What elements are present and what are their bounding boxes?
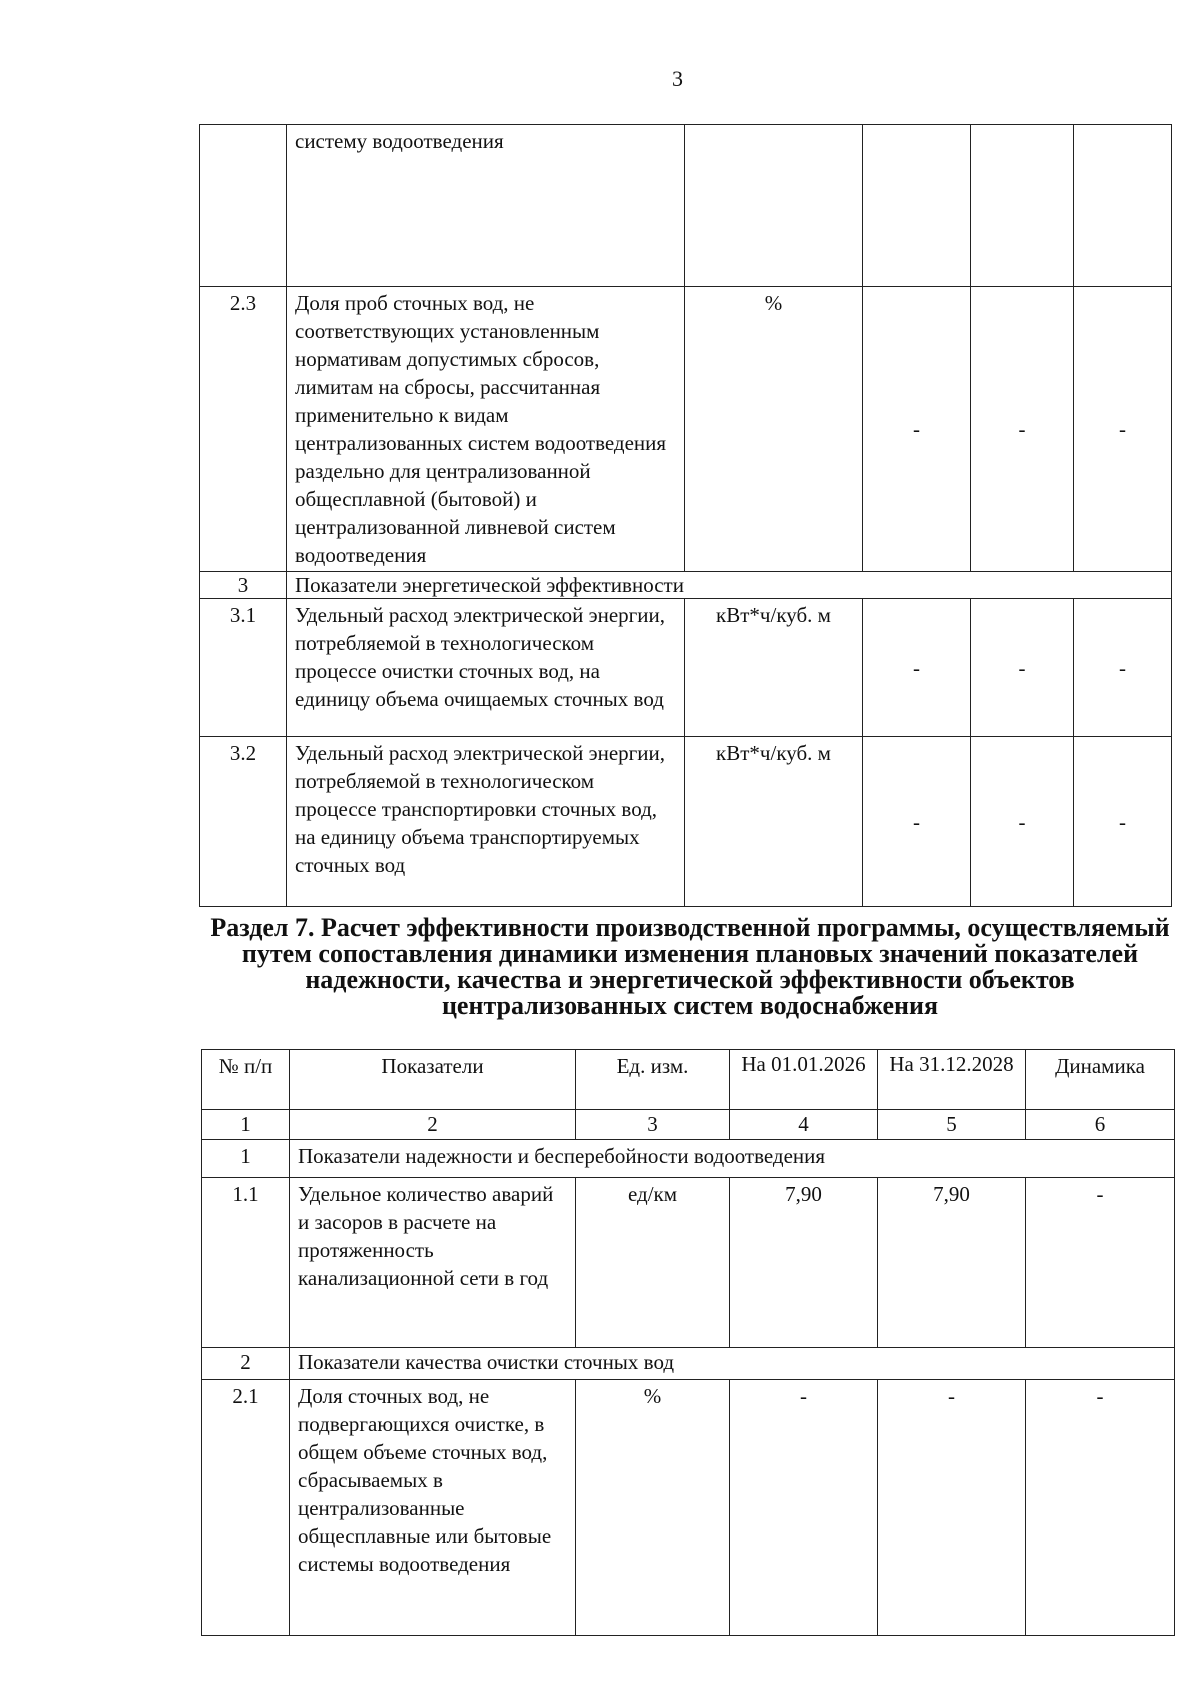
column-number: 4 [730, 1110, 878, 1140]
dynamics: - [1026, 1380, 1175, 1636]
value-2026: - [730, 1380, 878, 1636]
row-number: 1 [202, 1140, 290, 1178]
row-number: 3.1 [200, 599, 287, 737]
column-numbers-row [202, 1110, 1175, 1140]
header-cell: Динамика [1026, 1050, 1175, 1110]
table-row [200, 125, 1172, 287]
group-row [200, 572, 1172, 599]
value-cell: - [971, 737, 1074, 907]
group-title: Показатели качества очистки сточных вод [290, 1348, 1175, 1380]
value-2028: 7,90 [878, 1178, 1026, 1348]
table-row [202, 1178, 1175, 1348]
table-row [200, 737, 1172, 907]
header-cell: Ед. изм. [576, 1050, 730, 1110]
unit: кВт*ч/куб. м [685, 599, 863, 737]
header-row [202, 1050, 1175, 1110]
value-cell: - [971, 287, 1074, 572]
column-number: 1 [202, 1110, 290, 1140]
dynamics: - [1026, 1178, 1175, 1348]
table-row [202, 1380, 1175, 1636]
row-number: 2 [202, 1348, 290, 1380]
section-title: Раздел 7. Расчет эффективности производственной программы, осуществляемый путем сопоставления динамики изменения плановых значений показателей надежности, качества и энергетической эффективности объектов централизованных систем водоснабжения [210, 913, 1170, 1020]
group-row [202, 1140, 1175, 1178]
indicator-name: Доля сточных вод, не подвергающихся очистке, в общем объеме сточных вод, сбрасываемых в централизованные общесплавные или бытовые системы водоотведения [290, 1380, 576, 1636]
efficiency-table [201, 1049, 1175, 1636]
indicators-table-continued [199, 124, 1172, 907]
indicator-name: Удельный расход электрической энергии, потребляемой в технологическом процессе транспортировки сточных вод, на единицу объема транспортируемых сточных вод [287, 737, 685, 907]
table-row [200, 287, 1172, 572]
group-title: Показатели надежности и бесперебойности водоотведения [290, 1140, 1175, 1178]
header-cell: № п/п [202, 1050, 290, 1110]
row-number [200, 125, 287, 287]
column-number: 3 [576, 1110, 730, 1140]
row-number: 3.2 [200, 737, 287, 907]
value-cell: - [863, 287, 971, 572]
unit [685, 125, 863, 287]
header-cell: Показатели [290, 1050, 576, 1110]
indicator-name: систему водоотведения [287, 125, 685, 287]
row-number: 2.3 [200, 287, 287, 572]
indicator-name: Доля проб сточных вод, не соответствующих установленным нормативам допустимых сбросов, лимитам на сбросы, рассчитанная применительно к видам централизованных систем водоотведения раздельно для централизованной общесплавной (бытовой) и централизованной ливневой систем водоотведения [287, 287, 685, 572]
header-cell: На 31.12.2028 [878, 1050, 1026, 1110]
column-number: 2 [290, 1110, 576, 1140]
value-2026: 7,90 [730, 1178, 878, 1348]
group-row [202, 1348, 1175, 1380]
unit: ед/км [576, 1178, 730, 1348]
unit: % [576, 1380, 730, 1636]
column-number: 6 [1026, 1110, 1175, 1140]
value-cell: - [863, 599, 971, 737]
group-title: Показатели энергетической эффективности [287, 572, 1172, 599]
value-cell: - [1074, 737, 1172, 907]
header-cell: На 01.01.2026 [730, 1050, 878, 1110]
unit: % [685, 287, 863, 572]
row-number: 2.1 [202, 1380, 290, 1636]
page-number: 3 [672, 66, 683, 91]
row-number: 3 [200, 572, 287, 599]
value-cell: - [1074, 287, 1172, 572]
value-cell: - [1074, 599, 1172, 737]
row-number: 1.1 [202, 1178, 290, 1348]
column-number: 5 [878, 1110, 1026, 1140]
table-row [200, 599, 1172, 737]
indicator-name: Удельное количество аварий и засоров в расчете на протяженность канализационной сети в год [290, 1178, 576, 1348]
value-2028: - [878, 1380, 1026, 1636]
unit: кВт*ч/куб. м [685, 737, 863, 907]
value-cell: - [863, 737, 971, 907]
value-cell: - [971, 599, 1074, 737]
indicator-name: Удельный расход электрической энергии, потребляемой в технологическом процессе очистки сточных вод, на единицу объема очищаемых сточных вод [287, 599, 685, 737]
